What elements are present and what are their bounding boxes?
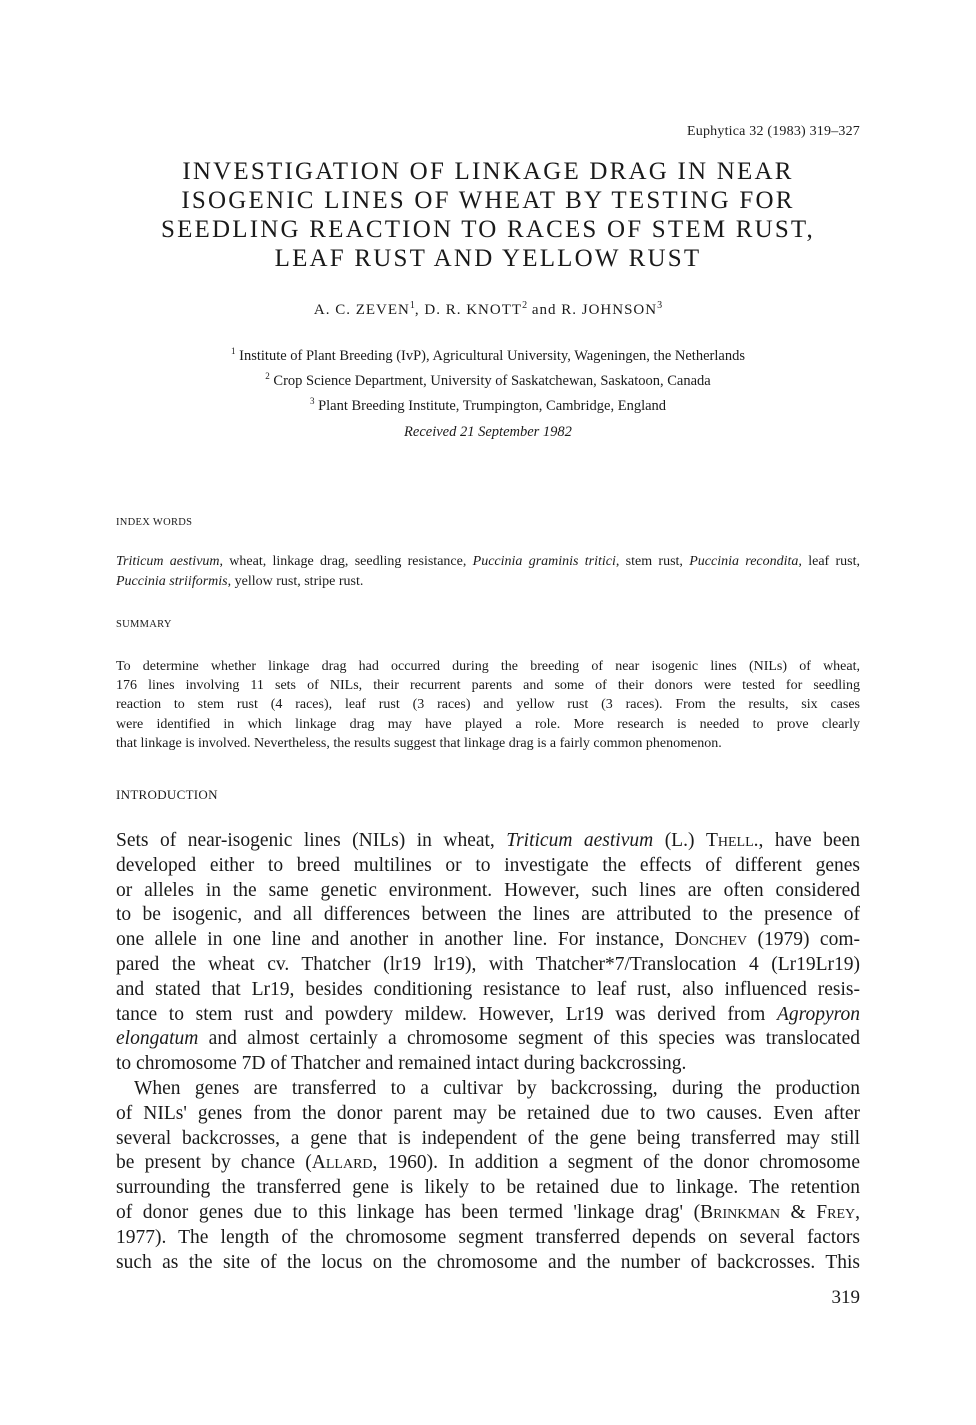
keyword-species: Triticum aestivum: [116, 554, 220, 569]
author-citation: Frey: [816, 1201, 856, 1223]
title-line: LEAF RUST AND YELLOW RUST: [274, 245, 702, 272]
species-name: Triticum aestivum: [506, 830, 654, 851]
body-line: to be isogenic, and all differences between the lines are attributed to the presence of: [116, 904, 860, 926]
affiliation-text: Crop Science Department, University of Saskatchewan, Saskatoon, Canada: [269, 372, 711, 389]
received-date: Received 21 September 1982: [404, 424, 572, 440]
journal-reference: Euphytica 32 (1983) 319–327: [687, 124, 860, 139]
keyword-text: , wheat, linkage drag, seedling resistance,: [219, 554, 473, 569]
summary-line: reaction to stem rust (4 races), leaf rust (3 races) and yellow rust (3 races). From the results, six cases: [116, 697, 860, 713]
title-line: ISOGENIC LINES OF WHEAT BY TESTING FOR: [181, 187, 795, 214]
summary-line: To determine whether linkage drag had occurred during the breeding of near isogenic lines (NILs) of wheat,: [116, 659, 860, 674]
text-run: , 1960). In addition a segment of the donor chromosome: [372, 1152, 860, 1174]
text-run: (1979) com-: [747, 929, 860, 951]
affiliation-text: Plant Breeding Institute, Trumpington, Cambridge, England: [314, 397, 667, 414]
affiliation-mark: 3: [309, 395, 315, 406]
summary-line: were identified in which linkage drag may have played a role. More research is needed to prove clearly: [116, 716, 860, 732]
author-separator: and: [527, 302, 562, 318]
text-run: tance to stem rust and powdery mildew. However, Lr19 was derived from: [116, 1003, 777, 1025]
keyword-text: leaf rust,: [801, 554, 860, 569]
author-separator: ,: [414, 302, 425, 318]
text-run: ., have been: [753, 830, 860, 851]
keyword-text: , yellow rust, stripe rust.: [227, 574, 364, 589]
text-run: &: [780, 1201, 817, 1223]
title-line: SEEDLING REACTION TO RACES OF STEM RUST,: [160, 216, 815, 243]
text-run: Sets of near-isogenic lines (NILs) in wheat,: [116, 830, 507, 851]
keyword-species: Puccinia striiformis: [116, 574, 228, 589]
body-line: [116, 1003, 860, 1028]
author-affiliation-mark: 1: [409, 300, 415, 311]
text-run: be present by chance (: [116, 1152, 312, 1174]
text-run: one allele in one line and another in another line. For instance,: [116, 929, 675, 951]
article-title: [116, 157, 860, 273]
author-name: A. C. ZEVEN: [313, 302, 410, 318]
body-line: developed either to breed multilines or to investigate the effects of different genes: [116, 854, 860, 876]
affiliation: [116, 391, 860, 416]
author-list: [116, 300, 860, 319]
body-line: or alleles in the same genetic environment. However, such lines are often considered: [116, 879, 860, 901]
summary-line: that linkage is involved. Nevertheless, the results suggest that linkage drag is a fairly common phenomenon.: [116, 735, 722, 751]
author-citation: Thell: [705, 830, 754, 851]
author-affiliation-mark: 2: [522, 300, 528, 311]
introduction-body: [116, 829, 860, 1275]
page-number: 319: [831, 1287, 860, 1308]
text-run: of donor genes due to this linkage has been termed 'linkage drag' (: [116, 1201, 701, 1223]
body-line: surrounding the transferred gene is likely to be retained due to linkage. The retention: [116, 1177, 860, 1199]
species-name: Agropyron: [776, 1003, 860, 1025]
keyword-species: Puccinia recondita,: [689, 554, 802, 569]
author-citation: Donchev: [674, 929, 748, 951]
affiliation: [116, 341, 860, 366]
affiliation-text: Institute of Plant Breeding (IvP), Agricultural University, Wageningen, the Netherlands: [235, 347, 745, 364]
author-name: R. JOHNSON: [561, 302, 658, 318]
text-run: ,: [855, 1201, 860, 1223]
body-line: [116, 1201, 860, 1226]
summary-line: 176 lines involving 11 sets of NILs, their recurrent parents and some of their donors were tested for seedling: [116, 678, 860, 694]
body-line: [116, 1027, 860, 1052]
text-run: (L.): [653, 830, 706, 851]
species-name: elongatum: [116, 1028, 199, 1050]
author-citation: Brinkman: [700, 1201, 780, 1223]
body-line: [116, 928, 860, 953]
body-line: of NILs' genes from the donor parent may be retained due to two causes. Even after: [116, 1102, 860, 1124]
title-line: INVESTIGATION OF LINKAGE DRAG IN NEAR: [182, 158, 794, 185]
body-line: and stated that Lr19, besides conditioning resistance to leaf rust, also influenced resis-: [116, 978, 860, 1000]
text-run: and almost certainly a chromosome segment of this species was translocated: [198, 1028, 860, 1050]
index-words-text: [116, 552, 860, 592]
affiliation-mark: 2: [265, 370, 270, 381]
body-line: [116, 829, 860, 854]
body-line: such as the site of the locus on the chromosome and the number of backcrosses. This: [116, 1251, 860, 1273]
index-words-heading: INDEX WORDS: [116, 517, 193, 528]
affiliation: [116, 366, 860, 391]
author-citation: Allard: [311, 1152, 373, 1174]
keyword-text: , stem rust,: [615, 554, 690, 569]
summary-text: [116, 657, 860, 753]
body-line: 1977). The length of the chromosome segment transferred depends on several factors: [116, 1226, 860, 1248]
body-line: pared the wheat cv. Thatcher (lr19 lr19), with Thatcher*7/Translocation 4 (Lr19Lr19): [116, 953, 860, 975]
introduction-heading: INTRODUCTION: [116, 787, 218, 802]
affiliation-mark: 1: [231, 346, 236, 356]
body-line: When genes are transferred to a cultivar by backcrossing, during the production: [134, 1077, 860, 1099]
keyword-species: Puccinia graminis tritici: [472, 554, 616, 569]
body-line: several backcrosses, a gene that is independent of the gene being transferred may still: [116, 1127, 860, 1149]
body-line: [116, 1151, 860, 1176]
affiliation-list: [116, 341, 860, 415]
author-affiliation-mark: 3: [657, 300, 663, 311]
author-name: D. R. KNOTT: [424, 302, 523, 318]
summary-heading: SUMMARY: [116, 619, 172, 630]
body-line: to chromosome 7D of Thatcher and remained intact during backcrossing.: [116, 1053, 687, 1075]
